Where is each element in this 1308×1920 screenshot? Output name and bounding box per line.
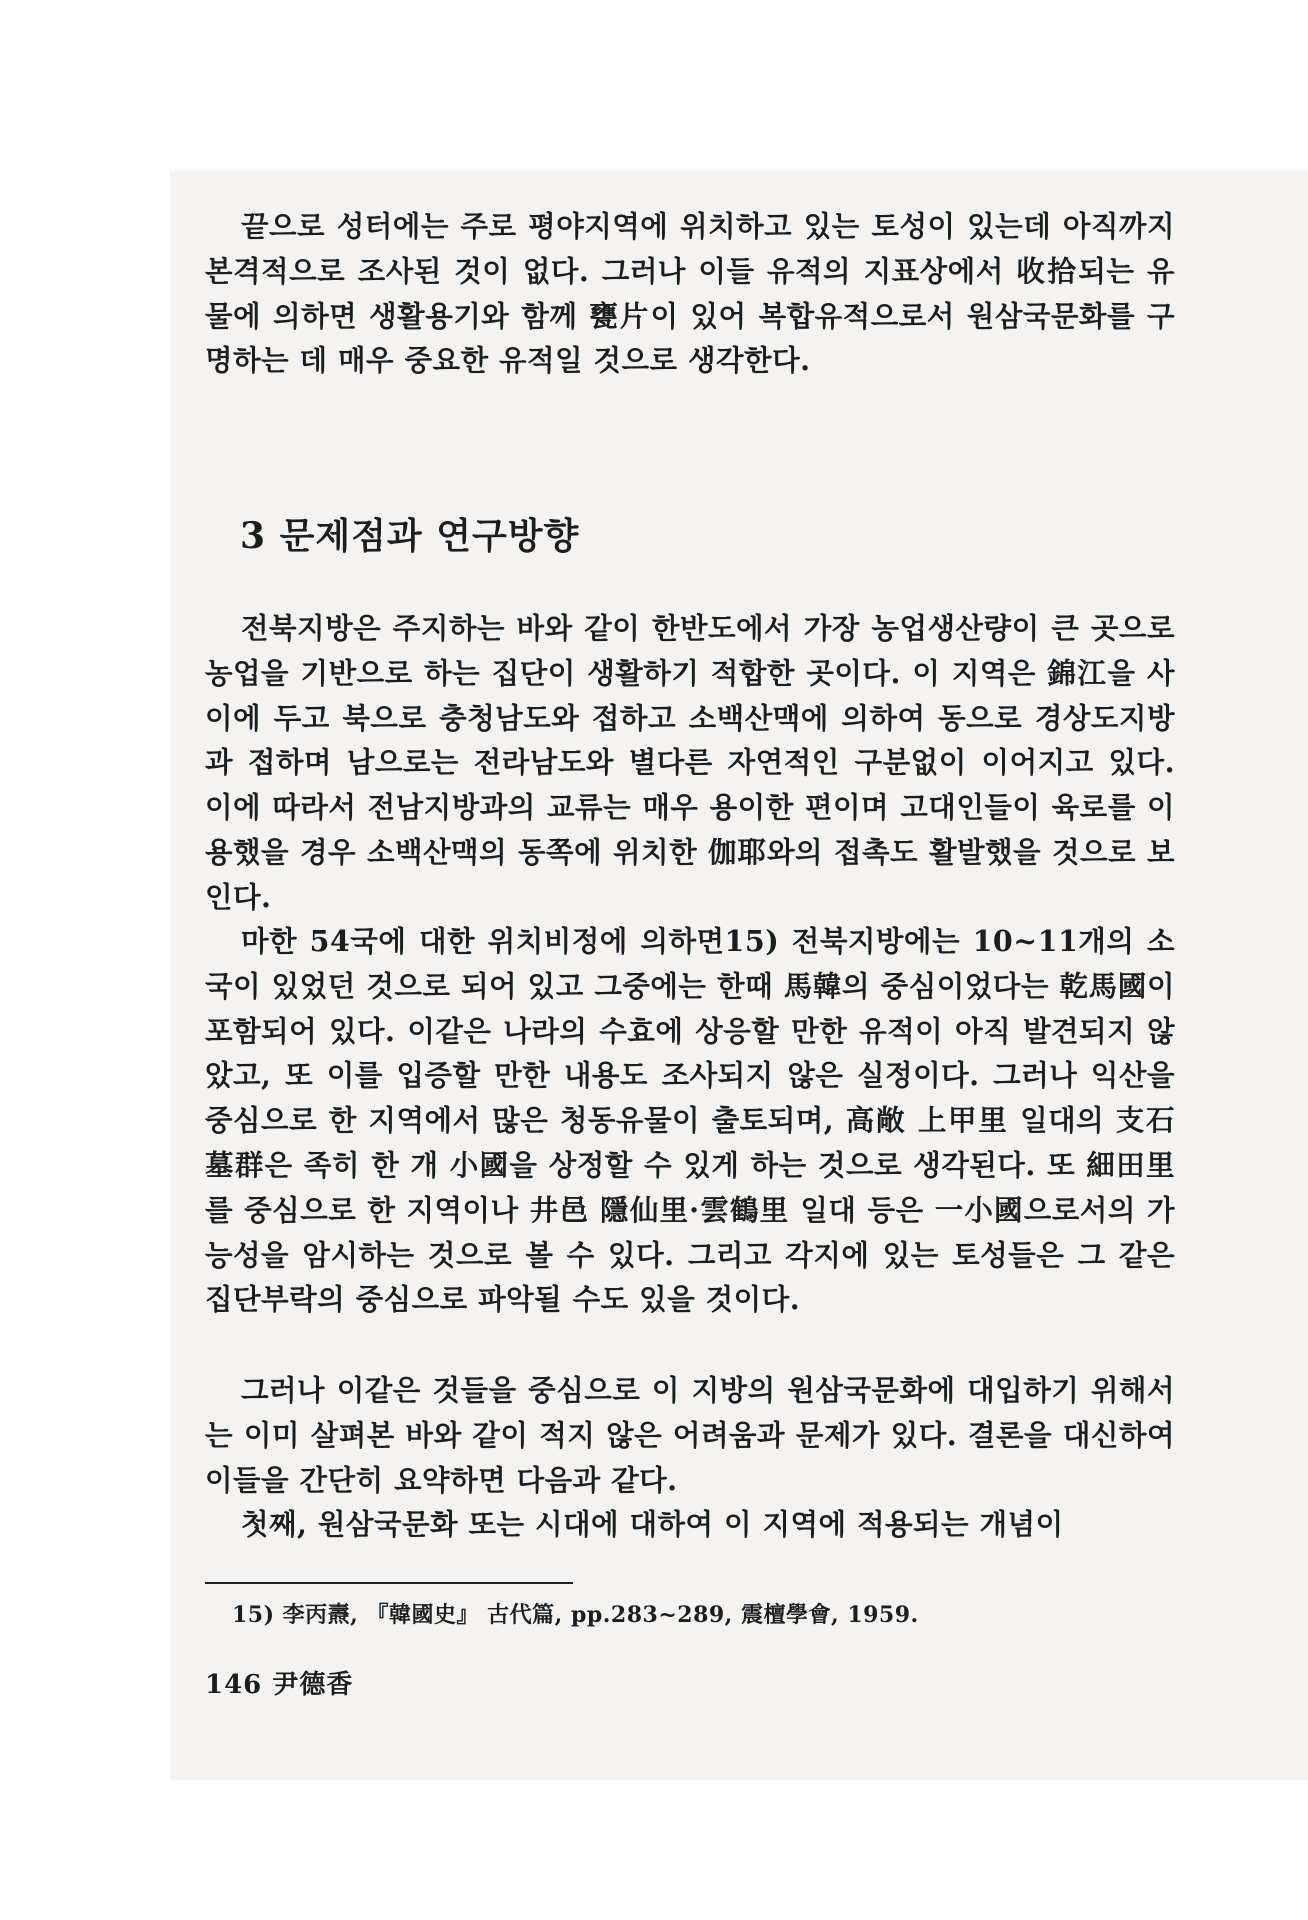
body-paragraph: 전북지방은 주지하는 바와 같이 한반도에서 가장 농업생산량이 큰 곳으로 농업을 기반으로 하는 집단이 생활하기 적합한 곳이다. 이 지역은 錦江을 사이에 두고 북으로 충청남도와 접하고 소백산맥에 의하여 동으로 경상도지방과 접하며 남으로는 전라남도와 별다른 자연적인 구분없이 이어지고 있다. 이에 따라서 전남지방과의 교류는 매우 용이한 편이며 고대인들이 육로를 이용했을 경우 소백산맥의 동쪽에 위치한 伽耶와의 접촉도 활발했을 것으로 보인다.	[205, 611, 1175, 914]
page-footer: 146 尹德香	[205, 1670, 354, 1700]
section-heading: 3 문제점과 연구방향	[240, 515, 580, 557]
footnote-divider	[205, 1582, 573, 1584]
intro-paragraph: 끝으로 성터에는 주로 평야지역에 위치하고 있는 토성이 있는데 아직까지 본격적으로 조사된 것이 없다. 그러나 이들 유적의 지표상에서 收拾되는 유물에 의하면 생활용기와 함께 甕片이 있어 복합유적으로서 원삼국문화를 구명하는 데 매우 중요한 유적일 것으로 생각한다.	[205, 209, 1175, 378]
body-paragraph: 첫째, 원삼국문화 또는 시대에 대하여 이 지역에 적용되는 개념이	[241, 1507, 1064, 1541]
body-paragraph: 마한 54국에 대한 위치비정에 의하면15) 전북지방에는 10~11개의 소국이 있었던 것으로 되어 있고 그중에는 한때 馬韓의 중심이었다는 乾馬國이 포함되어 있다. 이같은 나라의 수효에 상응할 만한 유적이 아직 발견되지 않았고, 또 이를 입증할 만한 내용도 조사되지 않은 실정이다. 그러나 익산을 중심으로 한 지역에서 많은 청동유물이 출토되며, 高敞 上甲里 일대의 支石墓群은 족히 한 개 小國을 상정할 수 있게 하는 것으로 생각된다. 또 細田里를 중심으로 한 지역이나 井邑 隱仙里·雲鶴里 일대 등은 一小國으로서의 가능성을 암시하는 것으로 볼 수 있다. 그리고 각지에 있는 토성들은 그 같은 집단부락의 중심으로 파악될 수도 있을 것이다.	[205, 924, 1176, 1317]
footnote: 15) 李丙燾, 『韓國史』 古代篇, pp.283~289, 震檀學會, 1959.	[232, 1602, 919, 1628]
body-paragraph: 그러나 이같은 것들을 중심으로 이 지방의 원삼국문화에 대입하기 위해서는 이미 살펴본 바와 같이 적지 않은 어려움과 문제가 있다. 결론을 대신하여 이들을 간단히 요약하면 다음과 같다.	[205, 1373, 1175, 1497]
